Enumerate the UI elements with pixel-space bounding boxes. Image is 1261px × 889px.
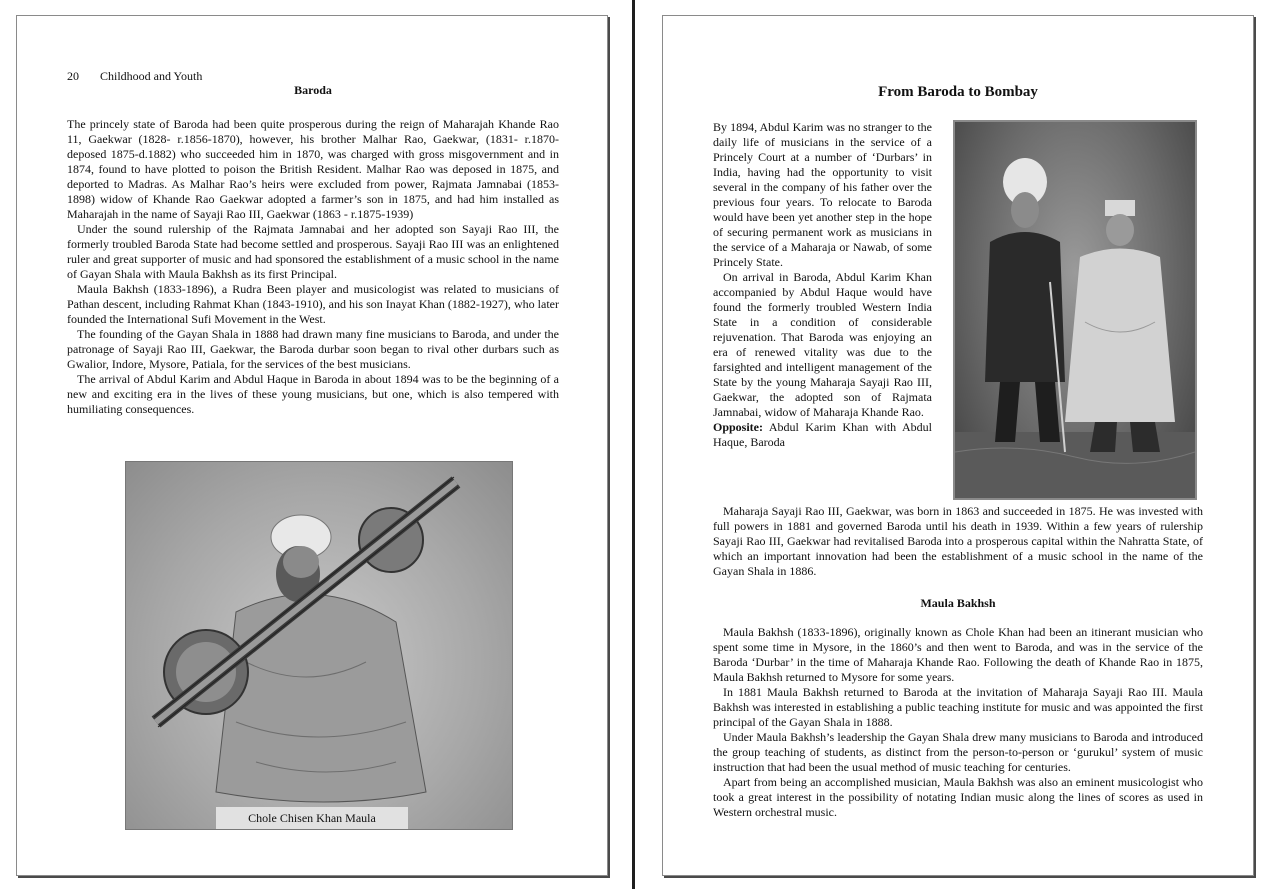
rudra-been-player-illustration	[126, 462, 512, 829]
paragraph: Apart from being an accomplished musician, Maula Bakhsh was also an eminent musicologist who took a great interest in the possibility of notating Indian music along the lines of scores as used in Western orchestral music.	[713, 775, 1203, 819]
page-number: 20	[67, 69, 79, 83]
paragraph: By 1894, Abdul Karim was no stranger to the daily life of musicians in the service of a Princely Court at a number of ‘Durbars’ in India, having had the opportunity to visit several in the company of his father over the previous four years. To relocate to Baroda would have been yet another step in the hope of securing permanent work as musicians in the service of a Maharaja or Nawab, of some Princely State.	[713, 120, 932, 269]
paragraph: The princely state of Baroda had been quite prosperous during the reign of Maharajah Khande Rao 11, Gaekwar (1828- r.1856-1870), however, his brother Malhar Rao, Gaekwar, (1831- r.1870- deposed 1875-d.1882) who succeeded him in 1870, was charged with gross misgovernment and in 1874, found to have plotted to poison the British Resident. Malhar Rao was deposed in 1875, and deported to Madras. As Malhar Rao’s heirs were excluded from power, Rajmata Jamnabai (1853-1898) widow of Khande Rao Gaekwar adopted a farmer’s son in 1875, and had him installed as Maharajah in the name of Sayaji Rao III, Gaekwar (1863 - r.1875-1939)	[67, 117, 559, 221]
left-page	[16, 15, 608, 876]
paragraph: The founding of the Gayan Shala in 1888 had drawn many fine musicians to Baroda, and under the patronage of Sayaji Rao III, Gaekwar, the Baroda durbar soon began to rival other durbars such as Gwalior, Indore, Mysore, Patiala, for the services of the best musicians.	[67, 327, 559, 371]
paragraph: Under the sound rulership of the Rajmata Jamnabai and her adopted son Sayaji Rao III, the formerly troubled Baroda State had become settled and prosperous. Sayaji Rao III was an enlightened ruler and great supporter of music and had sponsored the establishment of a music school in the name of Gayan Shala with Maula Bakhsh as its first Principal.	[67, 222, 559, 281]
opposite-caption	[713, 420, 932, 450]
right-page	[662, 15, 1254, 876]
page-divider	[632, 0, 635, 889]
chapter-title: Childhood and Youth	[100, 69, 203, 83]
photo-caption: Chole Chisen Khan Maula	[216, 807, 408, 829]
paragraph: Maharaja Sayaji Rao III, Gaekwar, was born in 1863 and succeeded in 1875. He was invested with full powers in 1881 and governed Baroda until his death in 1939. Within a few years of rulership Sayaji Rao III, Gaekwar had revitalised Baroda into a prosperous capital within the Nahratta State, of which an important innovation had been the establishment of a music school in the name of the Gayan Shala in 1886.	[713, 504, 1203, 578]
paragraph: Maula Bakhsh (1833-1896), a Rudra Been player and musicologist was related to musicians of Pathan descent, including Rahmat Khan (1843-1910), and his son Inayat Khan (1882-1927), who later founded the International Sufi Movement in the West.	[67, 282, 559, 326]
two-men-portrait-illustration	[955, 122, 1195, 498]
left-body-text	[67, 117, 559, 417]
section-title-baroda: Baroda	[294, 83, 332, 97]
section-title-from-baroda-to-bombay: From Baroda to Bombay	[878, 84, 1038, 100]
paragraph: Maula Bakhsh (1833-1896), originally known as Chole Khan had been an itinerant musician who spent some time in Mysore, in the 1860’s and then went to Baroda, and was in the service of the Baroda ‘Durbar’ in the time of Maharaja Khande Rao. Following the death of Khande Rao in 1875, Maula Bakhsh returned to Mysore for some years.	[713, 625, 1203, 684]
opposite-label: Opposite:	[713, 420, 764, 434]
paragraph: In 1881 Maula Bakhsh returned to Baroda at the invitation of Maharaja Sayaji Rao III. Maula Bakhsh was interested in establishing a public teaching institute for music and was appointed the first principal of the Gayan Shala in 1888.	[713, 685, 1203, 729]
full-width-paragraph	[713, 504, 1203, 579]
subsection-title-maula-bakhsh: Maula Bakhsh	[920, 596, 996, 610]
musician-photo	[125, 461, 513, 830]
maula-bakhsh-text	[713, 625, 1203, 820]
opposite-text: Abdul Karim Khan with Abdul Haque, Baroda	[713, 420, 932, 449]
paragraph: Under Maula Bakhsh’s leadership the Gayan Shala drew many musicians to Baroda and introduced the group teaching of students, as distinct from the person-to-person or ‘gurukul’ system of music instruction that had been the usual method of music teaching for centuries.	[713, 730, 1203, 774]
paragraph: On arrival in Baroda, Abdul Karim Khan accompanied by Abdul Haque would have found the formerly troubled Western India State in a condition of considerable rejuvenation. That Baroda was enjoying an era of renewed vitality was due to the farsighted and intelligent management of the State by the young Maharaja Sayaji Rao III, Gaekwar, the adopted son of Rajmata Jamnabai, widow of Maharaja Khande Rao.	[713, 270, 932, 419]
right-column-text	[713, 120, 932, 450]
abdul-karim-photo	[953, 120, 1197, 500]
paragraph: The arrival of Abdul Karim and Abdul Haque in Baroda in about 1894 was to be the beginning of a new and exciting era in the lives of these young musicians, but one, which is also tempered with humiliating consequences.	[67, 372, 559, 416]
running-head	[67, 69, 202, 84]
